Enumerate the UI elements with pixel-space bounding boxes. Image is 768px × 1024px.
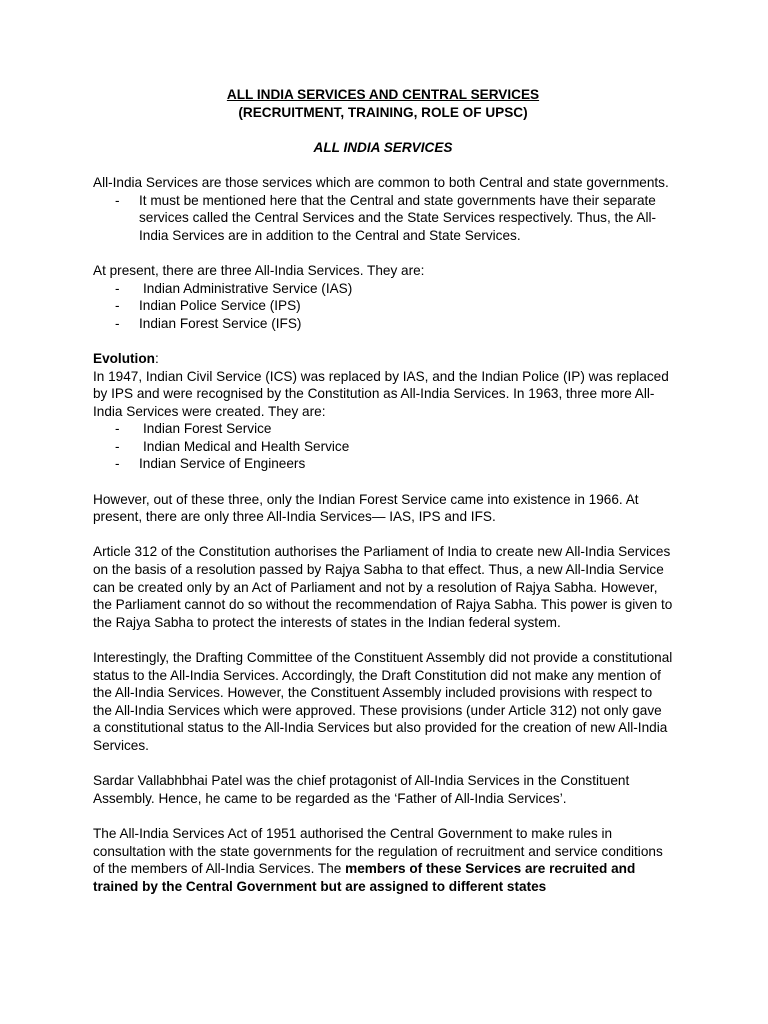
present-services-list	[93, 280, 673, 333]
dash-marker: -	[115, 421, 120, 437]
document-body	[93, 86, 673, 913]
list-item	[93, 280, 673, 298]
dash-marker: -	[115, 192, 120, 208]
document-title	[93, 86, 673, 121]
paragraph-drafting-committee: Interestingly, the Drafting Committee of the Constituent Assembly did not provide a constitutional status to the All-India Services. Accordingly, the Draft Constitution did not make any mention of the All-India Services. However, the Constituent Assembly included provisions with respect to the All-India Services which were approved. These provisions (under Article 312) not only gave a constitutional status to the All-India Services but also provided for the creation of new All-India Services.	[93, 650, 673, 753]
evolution-colon: :	[154, 350, 159, 366]
intro-paragraph: All-India Services are those services which are common to both Central and state governments.	[93, 174, 669, 190]
paragraph-article-312: Article 312 of the Constitution authorises the Parliament of India to create new All-India Services on the basis of a resolution passed by Rajya Sabha to that effect. Thus, a new All-India Service can be created only by an Act of Parliament and not by a resolution of Rajya Sabha. However, the Parliament cannot do so without the recommendation of Rajya Sabha. This power is given to the Rajya Sabha to protect the interests of states in the Indian federal system.	[93, 544, 673, 630]
list-item	[93, 297, 673, 315]
list-item	[93, 192, 673, 245]
list-item	[93, 315, 673, 333]
dash-marker: -	[115, 280, 120, 296]
intro-bullet-list	[93, 192, 673, 245]
paragraph-sardar-patel: Sardar Vallabhbhai Patel was the chief protagonist of All-India Services in the Constituent Assembly. Hence, he came to be regarded as the ‘Father of All-India Services’.	[93, 773, 630, 806]
paragraph-forest-service: However, out of these three, only the Indian Forest Service came into existence in 1966. At present, there are only three All-India Services— IAS, IPS and IFS.	[93, 491, 639, 525]
list-item	[93, 420, 673, 438]
list-item-text: Indian Service of Engineers	[139, 456, 306, 472]
list-item-text: Indian Administrative Service (IAS)	[143, 280, 353, 296]
dash-marker: -	[115, 456, 120, 472]
services-act-bold-text: members of these Services are recruited and trained by the Central Government but are assigned to different states	[93, 861, 636, 894]
present-intro: At present, there are three All-India Services. They are:	[93, 262, 425, 278]
list-item	[93, 455, 673, 473]
list-item-text: Indian Police Service (IPS)	[139, 298, 301, 314]
evolution-paragraph: In 1947, Indian Civil Service (ICS) was replaced by IAS, and the Indian Police (IP) was replaced by IPS and were recognised by the Constitution as All-India Services. In 1963, three more All-India Services were created. They are:	[93, 368, 669, 419]
paragraph-services-act	[93, 825, 673, 895]
list-item-text: Indian Forest Service	[143, 421, 272, 437]
title-line-1: ALL INDIA SERVICES AND CENTRAL SERVICES	[226, 87, 540, 102]
dash-marker: -	[115, 298, 120, 314]
list-item-text: It must be mentioned here that the Central and state governments have their separate services called the Central Services and the State Services respectively. Thus, the All-India Services are in addition to the Central and State Services.	[139, 192, 657, 243]
list-item-text: Indian Forest Service (IFS)	[139, 315, 302, 331]
section-heading: ALL INDIA SERVICES	[313, 139, 453, 155]
list-item-text: Indian Medical and Health Service	[143, 438, 350, 454]
list-item	[93, 438, 673, 456]
title-line-2: (RECRUITMENT, TRAINING, ROLE OF UPSC)	[238, 104, 528, 120]
services-act-text: The All-India Services Act of 1951 authorised the Central Government to make rules in consultation with the state governments for the regulation of recruitment and service conditions of the members of All-India Services. The	[93, 825, 663, 877]
evolution-services-list	[93, 420, 673, 473]
evolution-heading	[93, 350, 673, 368]
evolution-label: Evolution	[93, 350, 155, 366]
dash-marker: -	[115, 438, 120, 454]
dash-marker: -	[115, 315, 120, 331]
